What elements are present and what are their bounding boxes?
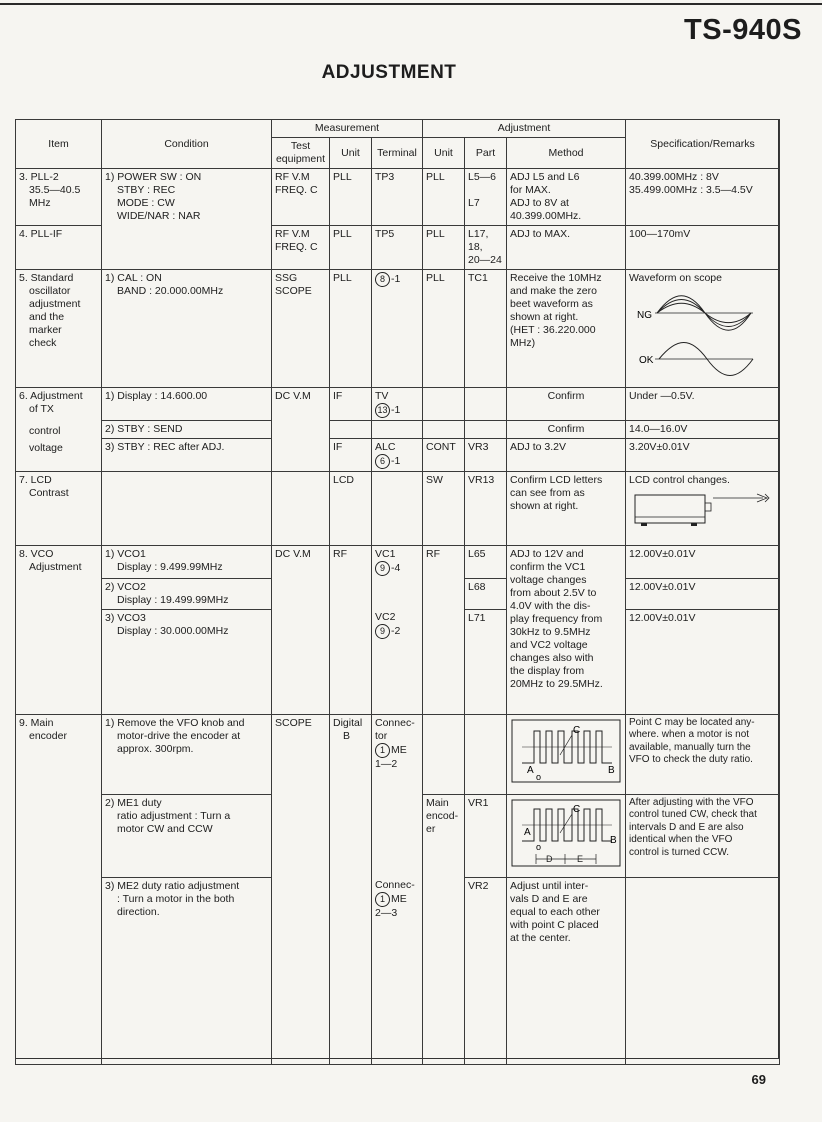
enc-method-3: Adjust until inter- vals D and E are equal to each other with point C placed at the center. — [507, 877, 626, 1064]
row-encoder-1 — [16, 714, 780, 794]
enc-condition-2: 2) ME1 duty ratio adjustment : Turn a motor CW and CCW — [102, 794, 272, 877]
vco-condition-1: 1) VCO1 Display : 9.499.99MHz — [102, 546, 272, 579]
ok-label: OK — [639, 355, 654, 366]
row-pllif — [16, 226, 780, 270]
col-condition: Condition — [102, 120, 272, 169]
vco-condition-2: 2) VCO2 Display : 19.499.99MHz — [102, 578, 272, 609]
label-a: A — [527, 764, 534, 776]
col-part: Part — [465, 138, 507, 169]
col-terminal: Terminal — [372, 138, 423, 169]
row-lcd-contrast — [16, 472, 780, 546]
row-vco-1 — [16, 546, 780, 579]
vco-adj-unit: RF — [423, 546, 465, 715]
pllif-part: L17, 18, 20—24 — [465, 226, 507, 270]
label-e: E — [577, 853, 584, 864]
row-tx-control-1 — [16, 388, 780, 421]
tx-spec-2: 14.0—16.0V — [626, 421, 780, 439]
enc-adj-unit-2: Main encod- er — [423, 794, 465, 1064]
std-terminal: 8 -1 — [372, 270, 423, 388]
row-tx-control-3 — [16, 439, 780, 472]
pll2-unit: PLL — [330, 169, 372, 226]
tx-unit-2 — [330, 421, 372, 439]
col-test-equipment: Test equipment — [272, 138, 330, 169]
vco-spec-1: 12.00V±0.01V — [626, 546, 780, 579]
vco-item: 8. VCO Adjustment — [16, 546, 102, 715]
row-encoder-3 — [16, 877, 780, 1064]
lcd-method: Confirm LCD letters can see from as shown at right. — [507, 472, 626, 546]
tx-part-1 — [465, 388, 507, 421]
pllif-unit: PLL — [330, 226, 372, 270]
pll2-terminal: TP3 — [372, 169, 423, 226]
enc-part-3: VR2 — [465, 877, 507, 1064]
lcd-adj-unit: SW — [423, 472, 465, 546]
col-adjustment: Adjustment — [423, 120, 626, 138]
vco-equipment: DC V.M — [272, 546, 330, 715]
pll2-method: ADJ L5 and L6 for MAX. ADJ to 8V at 40.399.00MHz. — [507, 169, 626, 226]
label-c-2: C — [573, 803, 581, 815]
tx-adj-unit-3: CONT — [423, 439, 465, 472]
enc-terminal-3: Connec- 1 ME 2—3 — [372, 877, 423, 1064]
enc-method-1 — [507, 714, 626, 794]
enc-method-2 — [507, 794, 626, 877]
tx-method-3: ADJ to 3.2V — [507, 439, 626, 472]
label-o-2: o — [536, 841, 542, 852]
tx-part-3: VR3 — [465, 439, 507, 472]
enc-adj-unit-1 — [423, 714, 465, 794]
col-spec: Specification/Remarks — [626, 120, 780, 169]
page-number: 69 — [751, 1072, 766, 1087]
std-spec: Waveform on scope NG OK — [626, 270, 780, 388]
enc-spec-1: Point C may be located any- where. when a motor is not available, manually turn the VFO to check the duty ratio. — [626, 714, 780, 794]
label-b-2: B — [610, 834, 617, 846]
col-measurement: Measurement — [272, 120, 423, 138]
enc-terminal-2 — [372, 794, 423, 877]
std-part: TC1 — [465, 270, 507, 388]
label-d: D — [546, 853, 553, 864]
vco-unit: RF — [330, 546, 372, 715]
vco-part-1: L65 — [465, 546, 507, 579]
enc-spec-3 — [626, 877, 780, 1064]
tx-method-1: Confirm — [507, 388, 626, 421]
ng-label: NG — [637, 310, 652, 321]
vco-spec-2: 12.00V±0.01V — [626, 578, 780, 609]
lcd-spec: LCD control changes. — [626, 472, 780, 546]
enc-part-1 — [465, 714, 507, 794]
tx-adj-unit-2 — [423, 421, 465, 439]
vco-terminal-2 — [372, 578, 423, 609]
tx-condition-2: 2) STBY : SEND — [102, 421, 272, 439]
tx-method-2: Confirm — [507, 421, 626, 439]
tx-item: 6. Adjustment of TX control voltage — [16, 388, 102, 472]
lcd-item: 7. LCD Contrast — [16, 472, 102, 546]
lcd-equipment — [272, 472, 330, 546]
vco-terminal-3: VC2 9 -2 — [372, 609, 423, 714]
lcd-part: VR13 — [465, 472, 507, 546]
row-vco-3 — [16, 609, 780, 714]
pllif-adj-unit: PLL — [423, 226, 465, 270]
col-adj-unit: Unit — [423, 138, 465, 169]
label-b: B — [608, 764, 615, 776]
std-item: 5. Standard oscillator adjustment and the marker check — [16, 270, 102, 388]
label-a-2: A — [524, 826, 531, 838]
col-method: Method — [507, 138, 626, 169]
tx-spec-3: 3.20V±0.01V — [626, 439, 780, 472]
pll2-equipment: RF V.M FREQ. C — [272, 169, 330, 226]
tx-unit-3: IF — [330, 439, 372, 472]
tx-adj-unit-1 — [423, 388, 465, 421]
vco-method: ADJ to 12V and confirm the VC1 voltage changes from about 2.5V to 4.0V with the dis- play frequency from 30kHz to 9.5MHz and VC2 voltage changes also with the display from 20MHz to 29.5MHz. — [507, 546, 626, 715]
tx-unit-1: IF — [330, 388, 372, 421]
vco-condition-3: 3) VCO3 Display : 30.000.00MHz — [102, 609, 272, 714]
pllif-method: ADJ to MAX. — [507, 226, 626, 270]
encoder-pulse-figure-1 — [510, 717, 622, 785]
pllif-condition — [102, 226, 272, 270]
row-standard-oscillator — [16, 270, 780, 388]
vco-part-3: L71 — [465, 609, 507, 714]
tx-terminal-1: TV 13 -1 — [372, 388, 423, 421]
std-adj-unit: PLL — [423, 270, 465, 388]
pll2-adj-unit: PLL — [423, 169, 465, 226]
vco-terminal-1: VC1 9 -4 — [372, 546, 423, 579]
pllif-spec: 100—170mV — [626, 226, 780, 270]
lcd-condition — [102, 472, 272, 546]
lcd-viewing-figure — [629, 487, 775, 531]
vco-part-2: L68 — [465, 578, 507, 609]
page-title: ADJUSTMENT — [321, 62, 457, 83]
row-encoder-2 — [16, 794, 780, 877]
enc-terminal-1: Connec- tor 1 ME 1—2 — [372, 714, 423, 794]
pll2-part: L5—6 L7 — [465, 169, 507, 226]
pll2-spec: 40.399.00MHz : 8V 35.499.00MHz : 3.5—4.5V — [626, 169, 780, 226]
enc-equipment: SCOPE — [272, 714, 330, 1064]
enc-unit: Digital B — [330, 714, 372, 1064]
lcd-unit: LCD — [330, 472, 372, 546]
vco-spec-3: 12.00V±0.01V — [626, 609, 780, 714]
tx-condition-3: 3) STBY : REC after ADJ. — [102, 439, 272, 472]
header-row-1 — [16, 120, 780, 138]
enc-condition-3: 3) ME2 duty ratio adjustment : Turn a motor in the both direction. — [102, 877, 272, 1064]
pllif-equipment: RF V.M FREQ. C — [272, 226, 330, 270]
enc-condition-1: 1) Remove the VFO knob and motor-drive the encoder at approx. 300rpm. — [102, 714, 272, 794]
col-item: Item — [16, 120, 102, 169]
row-pll2 — [16, 169, 780, 226]
tx-terminal-2 — [372, 421, 423, 439]
pllif-item: 4. PLL-IF — [16, 226, 102, 270]
model-number: TS-940S — [684, 14, 802, 46]
label-o: o — [536, 771, 542, 782]
top-rule — [0, 3, 822, 5]
tx-terminal-3: ALC 6 -1 — [372, 439, 423, 472]
tx-spec-1: Under —0.5V. — [626, 388, 780, 421]
encoder-pulse-figure-2 — [510, 797, 622, 869]
pllif-terminal: TP5 — [372, 226, 423, 270]
pll2-item: 3. PLL-2 35.5—40.5 MHz — [16, 169, 102, 226]
std-method: Receive the 10MHz and make the zero beet waveform as shown at right. (HET : 36.220.000 MHz) — [507, 270, 626, 388]
tx-condition-1: 1) Display : 14.600.00 — [102, 388, 272, 421]
enc-part-2: VR1 — [465, 794, 507, 877]
scope-waveform-figure — [629, 285, 775, 377]
row-vco-2 — [16, 578, 780, 609]
row-tx-control-2 — [16, 421, 780, 439]
lcd-terminal — [372, 472, 423, 546]
enc-spec-2: After adjusting with the VFO control tuned CW, check that intervals D and E are also identical when the VFO control is turned CCW. — [626, 794, 780, 877]
pll2-condition: 1) POWER SW : ON STBY : REC MODE : CW WIDE/NAR : NAR — [102, 169, 272, 226]
std-condition: 1) CAL : ON BAND : 20.000.00MHz — [102, 270, 272, 388]
enc-item: 9. Main encoder — [16, 714, 102, 1064]
tx-equipment: DC V.M — [272, 388, 330, 472]
label-c: C — [573, 724, 581, 736]
std-equipment: SSG SCOPE — [272, 270, 330, 388]
adjustment-table — [15, 119, 780, 1065]
tx-part-2 — [465, 421, 507, 439]
col-unit: Unit — [330, 138, 372, 169]
std-unit: PLL — [330, 270, 372, 388]
